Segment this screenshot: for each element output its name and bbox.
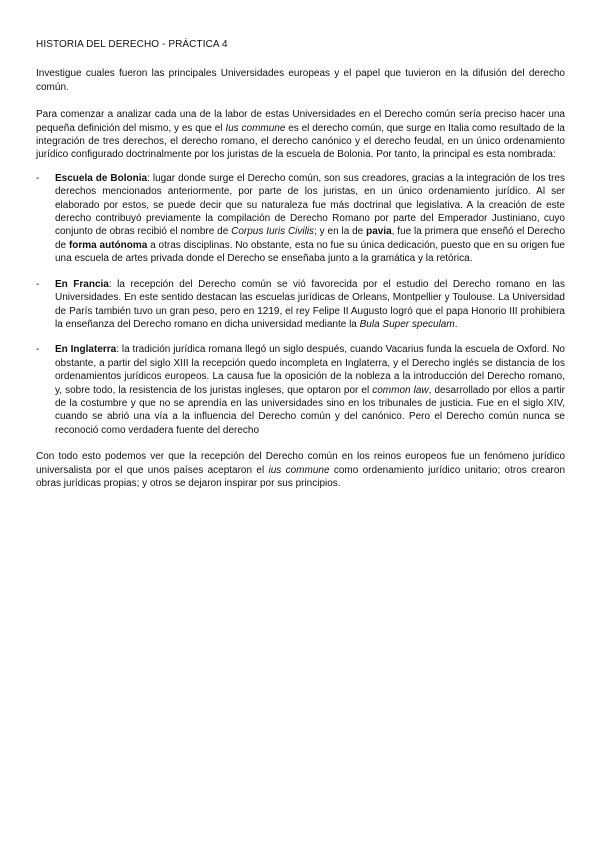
list-item-francia (36, 278, 565, 332)
intro-paragraph (36, 108, 565, 162)
item-text: ; y en la de (314, 226, 367, 238)
list-item-inglaterra (36, 343, 565, 437)
item-heading-inglaterra: En Inglaterra (55, 344, 117, 356)
university-list (36, 172, 565, 437)
bullet-dash: - (36, 172, 40, 184)
item-text: . (454, 318, 458, 330)
intro-text-1: Para comenzar a analizar cada una de la labor de estas Universidades en el Derecho común sería preciso hacer una pequeña definición del mismo, y es que el (36, 109, 565, 134)
item-text: , fue la primera que enseñó el Derecho de (55, 226, 566, 251)
pavia-term: pavia (366, 226, 392, 238)
conclusion-paragraph (36, 450, 565, 490)
common-law-term: common law (372, 384, 429, 396)
item-heading-francia: En Francia (55, 278, 109, 290)
item-text: a otras disciplinas. No obstante, esta no fue su única dedicación, puesto que en su origen fue una escuela de artes privada donde el Derecho se enseñaba junto a la gramática y la retórica. (55, 239, 565, 265)
item-heading-bolonia: Escuela de Bolonia (55, 172, 148, 184)
ius-commune-term: Ius commune (225, 122, 286, 134)
bullet-dash: - (36, 344, 40, 356)
forma-autonoma-term: forma autónoma (68, 239, 148, 251)
conclusion-text-2: como ordenamiento jurídico unitario; otros crearon obras jurídicas propias; y otros se dejaron inspirar por sus principios. (36, 464, 566, 489)
item-text: : la tradición jurídica romana llegó un siglo después, cuando Vacarius funda la escuela de Oxford. No obstante, a partir del siglo XIII la recepción quedo incompleta en Inglaterra, y el Derecho inglés se distancia de los ordenamientos jurídicos europeos. La causa fue la oposición de la nobleza a la introducción del Derecho romano, y, sobre todo, la resistencia de los juristas ingleses, que optaron por el (55, 344, 565, 396)
document-title: HISTORIA DEL DERECHO - PRÁCTICA 4 (36, 39, 228, 50)
ius-commune-term: ius commune (268, 464, 330, 476)
intro-text-2: es el derecho común, que surge en Italia como resultado de la integración de tres derechos, el derecho romano, el derecho canónico y el derecho feudal, en un único ordenamiento jurídico configurado doctrinalmente por los juristas de la escuela de Bolonia. Por tanto, la principal es esta nombrada: (36, 122, 565, 161)
item-text: , desarrollado por ellos a partir de la costumbre y que no se aprendía en las universidades sino en los tribunales de justicia. Fue en el siglo XIV, cuando se abrió una vía a la influencia del Derecho común y del canónico. Pero el Derecho común nunca se reconoció como verdadera fuente del derecho (55, 384, 565, 436)
bula-term: Bula Super speculam (359, 318, 455, 330)
assignment-prompt: Investigue cuales fueron las principales Universidades europeas y el papel que tuvieron en la difusión del derecho común. (36, 68, 565, 93)
list-item-bolonia (36, 172, 565, 266)
conclusion-text-1: Con todo esto podemos ver que la recepción del Derecho común en los reinos europeos fue un fenómeno jurídico universalista por el que unos países aceptaron el (36, 451, 565, 476)
item-text: : lugar donde surge el Derecho común, son sus creadores, gracias a la integración de los tres derechos mencionados anteriormente, por parte de los juristas, en un único ordenamiento jurídico. Al ser elaborado por estos, se puede decir que su naturaleza fue más doctrinal que legislativa. A la creación de este derecho contribuyó previamente la compilación de Derecho Romano por parte del Emperador Justiniano, cuyo conjunto de obras recibió el nombre de (55, 172, 565, 238)
corpus-iuris-term: Corpus Iuris Civilis (231, 226, 315, 238)
item-text: : la recepción del Derecho común se vió favorecida por el estudio del Derecho romano en las Universidades. En este sentido destacan las escuelas jurídicas de Orleans, Montpellier y Toulouse. La Universidad de París también tuvo un gran peso, pero en 1219, el rey Felipe II Augusto logró que el papa Honorio III prohibiera la enseñanza del Derecho romano en dicha universidad mediante la (55, 278, 565, 330)
bullet-dash: - (36, 278, 40, 290)
